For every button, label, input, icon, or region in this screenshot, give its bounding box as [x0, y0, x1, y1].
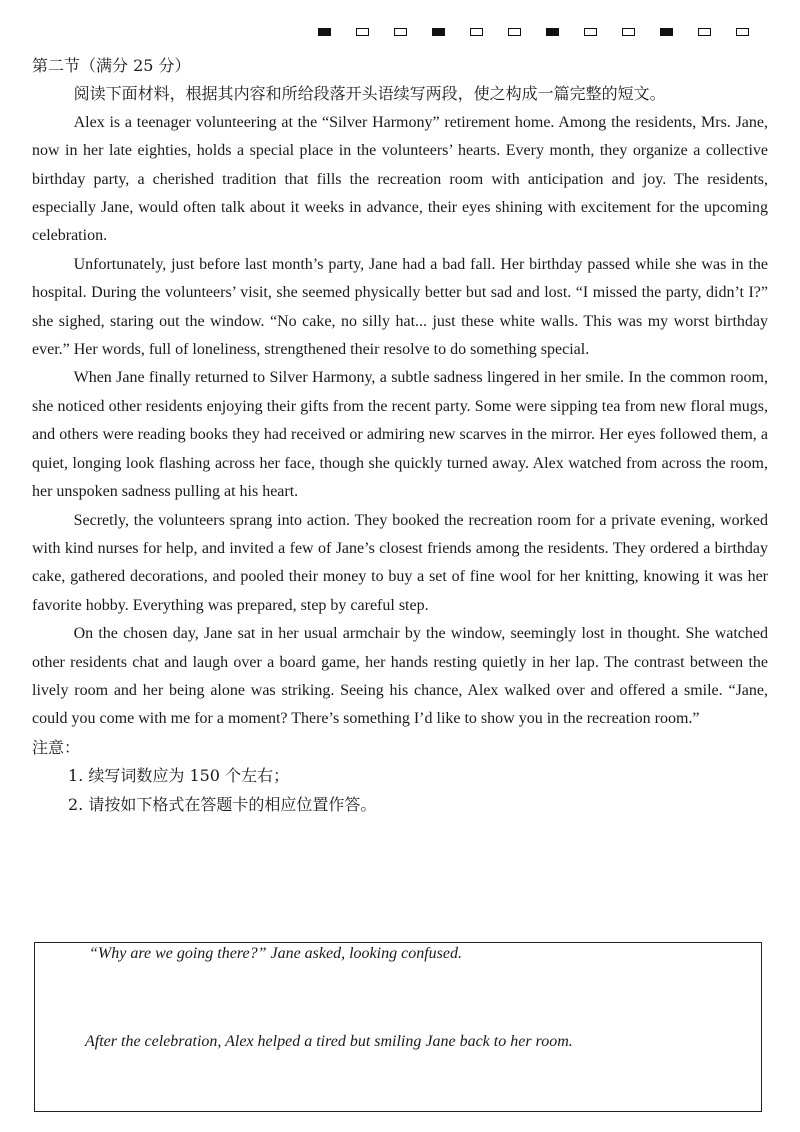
notes-title: 注意：	[32, 737, 81, 757]
note-item-1: 1. 续写词数应为 150 个左右；	[68, 766, 290, 786]
hollow-square-mark	[508, 28, 521, 36]
paragraph-4: Secretly, the volunteers sprang into action. They booked the recreation room for a private evening, worked with kind nurses for help, and invited a few of Jane’s closest friends among the residents. They ordered a birthday cake, gathered decorations, and pooled their money to buy a set of fine wool for her knitting, knowing it was her favorite hobby. Everything was prepared, step by careful step.	[32, 511, 768, 614]
instruction-text: 阅读下面材料，根据其内容和所给段落开头语续写两段，使之构成一篇完整的短文。	[73, 84, 666, 104]
paragraph-3: When Jane finally returned to Silver Harmony, a subtle sadness lingered in her smile. In the common room, she noticed other residents enjoying their gifts from the recent party. Some were sipping tea from new floral mugs, and others were reading books they had received or admiring new scarves in the mirror. Her eyes followed them, a quiet, longing look flashing across her face, though she quickly turned away. Alex watched from across the room, her unspoken sadness pulling at his heart.	[32, 369, 768, 501]
filled-square-mark	[660, 28, 673, 36]
hollow-square-mark	[622, 28, 635, 36]
hollow-square-mark	[698, 28, 711, 36]
hollow-square-mark	[470, 28, 483, 36]
paragraph-2: Unfortunately, just before last month’s party, Jane had a bad fall. Her birthday passed while she was in the hospital. During the volunteers’ visit, she seemed physically better but sad and lost. “I missed the party, didn’t I?” she sighed, staring out the window. “No cake, no silly hat... just these white walls. This was my worst birthday ever.” Her words, full of loneliness, strengthened their resolve to do something special.	[32, 255, 768, 359]
hollow-square-mark	[736, 28, 749, 36]
paragraph-5: On the chosen day, Jane sat in her usual armchair by the window, seemingly lost in thought. She watched other residents chat and laugh over a board game, her hands resting quietly in her lap. The contrast between the lively room and her being alone was striking. Seeing his chance, Alex walked over and offered a smile. “Jane, could you come with me for a moment? There’s something I’d like to show you in the recreation room.”	[32, 625, 768, 728]
answer-box	[34, 942, 762, 1112]
hollow-square-mark	[394, 28, 407, 36]
header-marks	[318, 28, 774, 36]
filled-square-mark	[546, 28, 559, 36]
answer-opening-line-1: “Why are we going there?” Jane asked, looking confused.	[89, 945, 462, 962]
section-title: 第二节（满分 25 分）	[32, 56, 191, 75]
filled-square-mark	[432, 28, 445, 36]
answer-opening-line-2: After the celebration, Alex helped a tired but smiling Jane back to her room.	[85, 1033, 573, 1050]
hollow-square-mark	[356, 28, 369, 36]
paragraph-1: Alex is a teenager volunteering at the “Silver Harmony” retirement home. Among the residents, Mrs. Jane, now in her late eighties, holds a special place in the volunteers’ hearts. Every month, they organize a collective birthday party, a cherished tradition that fills the recreation room with anticipation and joy. The residents, especially Jane, would often talk about it weeks in advance, their eyes shining with excitement for the upcoming celebration.	[32, 113, 768, 245]
filled-square-mark	[318, 28, 331, 36]
hollow-square-mark	[584, 28, 597, 36]
note-item-2: 2. 请按如下格式在答题卡的相应位置作答。	[68, 794, 377, 814]
exam-content	[32, 52, 768, 819]
